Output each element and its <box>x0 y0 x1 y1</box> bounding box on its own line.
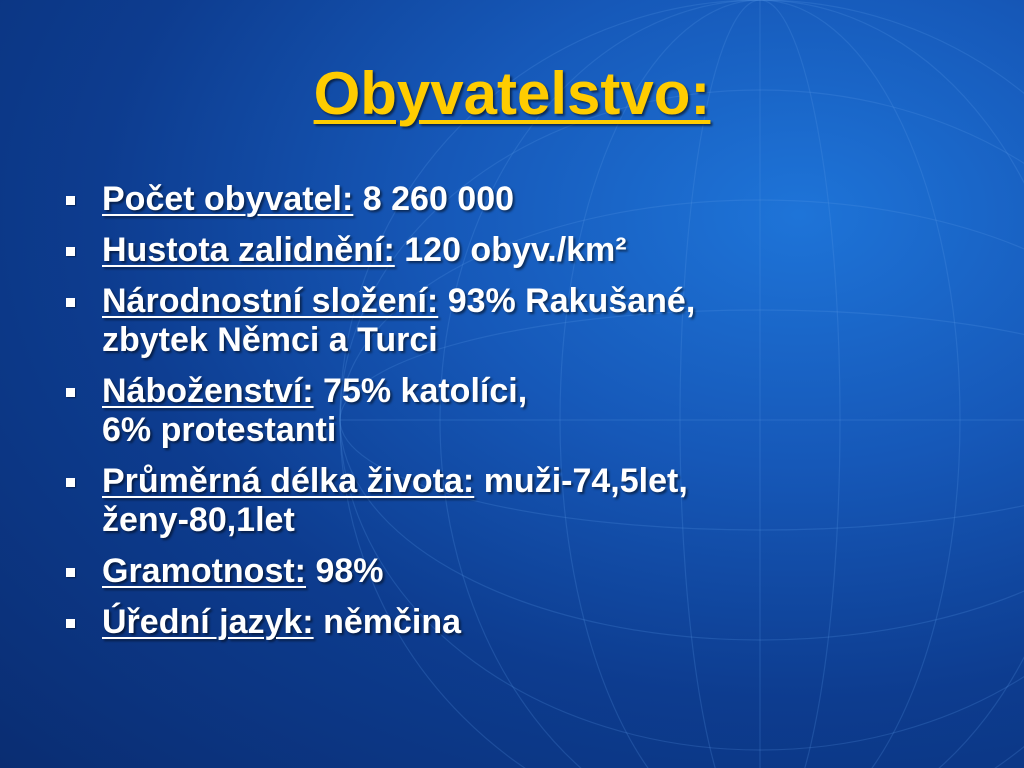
item-value: 8 260 000 <box>362 180 515 218</box>
item-value: 120 obyv./km² <box>404 231 627 269</box>
list-item-ethnicity <box>60 282 960 360</box>
square-bullet-icon <box>66 298 75 307</box>
list-item-official-language <box>60 603 960 642</box>
square-bullet-icon <box>66 619 75 628</box>
item-value-continued: ženy-80,1let <box>102 501 295 539</box>
item-value: 75% katolíci, <box>323 372 528 410</box>
item-label: Náboženství: <box>102 372 314 410</box>
item-value-continued: zbytek Němci a Turci <box>102 321 438 359</box>
item-label: Gramotnost: <box>102 552 306 590</box>
item-label: Národnostní složení: <box>102 282 439 320</box>
item-value: němčina <box>323 603 462 641</box>
bullet-list <box>60 180 960 654</box>
item-label: Průměrná délka života: <box>102 462 475 500</box>
square-bullet-icon <box>66 388 75 397</box>
square-bullet-icon <box>66 478 75 487</box>
list-item-density <box>60 231 960 270</box>
item-label: Úřední jazyk: <box>102 603 314 641</box>
list-item-religion <box>60 372 960 450</box>
square-bullet-icon <box>66 247 75 256</box>
slide-title: Obyvatelstvo: <box>313 60 711 127</box>
item-label: Hustota zalidnění: <box>102 231 395 269</box>
list-item-life-expectancy <box>60 462 960 540</box>
item-label: Počet obyvatel: <box>102 180 354 218</box>
square-bullet-icon <box>66 196 75 205</box>
item-value: 93% Rakušané, <box>447 282 696 320</box>
item-value: 98% <box>315 552 384 590</box>
list-item-literacy <box>60 552 960 591</box>
list-item-population <box>60 180 960 219</box>
square-bullet-icon <box>66 568 75 577</box>
item-value: muži-74,5let, <box>483 462 688 500</box>
item-value-continued: 6% protestanti <box>102 411 337 449</box>
